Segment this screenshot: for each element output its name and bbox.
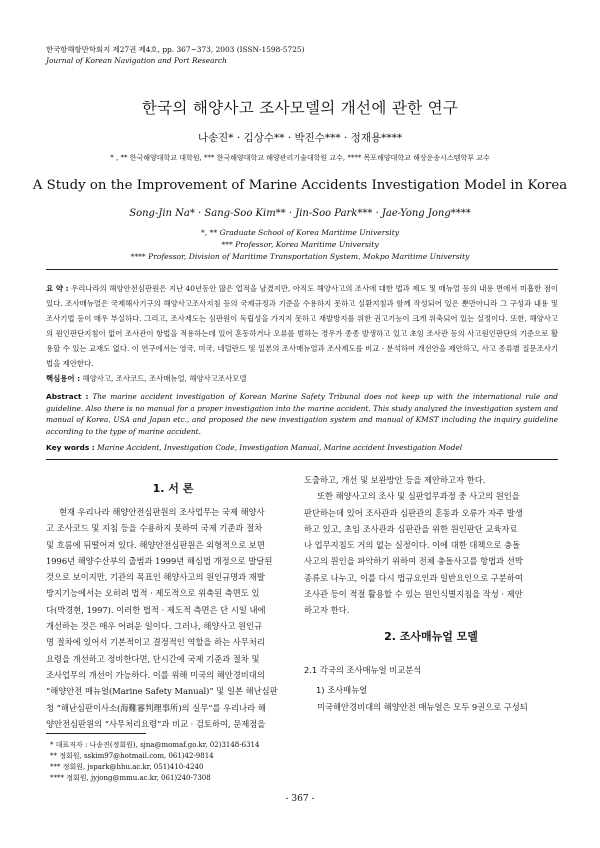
abstract-ko-text: 우리나라의 해양안전심판원은 지난 40년동안 많은 업적을 남겼지만, 아직도 해양사고의 조사에 대한 법과 제도 및 매뉴얼 등의 내용 면에서 미흡한 점이 있다. 조사매뉴얼은 국제해사기구의 해양사고조사지침 등의 국제규정과 기준을 수용하지 못하고 실환지침과 함께 작성되어 있은 뿐만아니라 그 구성과 내용 및 조사기법 등이 매우 부실하다. 그리고, 조사제도는 심판원이 독립성을 가지지 못하고 재발방지를 위한 권고기능이 크게 위축되어 있는 실정이다. 또한, 해양사고의 원인판단지침이 없어 조사관이 항법을 적용하는데 있어 혼동하거나 오류를 범하는 경우가 종종 발생하고 있고 초임 조사관 등의 사고원인판단의 기준으로 활용할 수 있는 교재도 없다. 이 연구에서는 영국, 미국, 네덜란드 및 일본의 조사매뉴얼과 조사제도를 비교 · 분석하여 개선안을 제안하고, 사고 종류별 질문조사기법을 제안한다. [46, 284, 558, 368]
footnote: **** 정회원, jyjong@mmu.ac.kr, 061)240-7308 [50, 774, 211, 782]
paragraph-line: 도출하고, 개선 및 보완방안 등을 제안하고자 한다. [304, 475, 486, 485]
keywords-en-text: Marine Accident, Investigation Code, Investigation Manual, Marine accident Investigation Model [97, 443, 463, 452]
paragraph-line: 요령을 개선하고 정비한다면, 단시간에 국제 기준과 절차 및 [46, 653, 260, 664]
keywords-en [46, 443, 558, 452]
paragraph-line: “해양안전 매뉴얼(Marine Safety Manual)” 및 일본 해난심판 [46, 686, 278, 697]
abstract-en-text: The marine accident investigation of Korean Marine Safety Tribunal does not keep up with the international rule and guideline. Also there is no manual for a proper investigation into the marine accident. This study analyzed the investigation system and manual of Korea, USA and Japan etc., and proposed the new investigation system and manual of KMST including the inquiry guideline according to the type of marine accident. [46, 392, 558, 436]
paragraph-line: 명 절차에 있어서 기본적이고 결정적인 역할을 하는 사무처리 [46, 637, 265, 648]
authors-en: Song-Jin Na* · Sang-Soo Kim** · Jin-Soo Park*** · Jae-Yong Jong**** [129, 208, 471, 219]
authors-ko: 나송진* · 김상수** · 박진수*** · 정재용**** [197, 132, 403, 144]
paragraph-line: 방지기능에서는 오히려 법적 · 제도적으로 위축된 측면도 있 [46, 588, 260, 599]
paragraph-line: 사고의 원인을 파악하기 위하여 전체 충돌사고를 항법과 선박 [304, 556, 523, 567]
keywords-ko [46, 373, 558, 384]
abstract-ko-label: 요 약 : [46, 284, 69, 293]
footnote: ** 정회원, sskim97@hotmail.com, 061)42-9814 [50, 752, 214, 760]
paragraph-line: 조사업무의 개선이 가능하다. 이를 위해 미국의 해안경비대의 [46, 669, 265, 680]
page-number: - 367 - [285, 794, 315, 804]
paragraph-line: 다(박경현, 1997). 이러한 법적 · 제도적 측면은 단 시일 내에 [46, 604, 266, 615]
section-2-title: 2. 조사매뉴얼 모델 [384, 630, 478, 643]
paragraph-line: 것으로 보이지만, 기관의 목표인 해양사고의 원인규명과 재발 [46, 572, 265, 583]
footnote: *** 정회원, jspark@hhu.ac.kr, 051)410-4240 [50, 763, 204, 771]
affiliation-line: **** Professor, Division of Maritime Transportation System, Mokpo Maritime University [130, 252, 470, 261]
journal-name-en: Journal of Korean Navigation and Port Research [46, 56, 227, 65]
footnote: * 대표저자 : 나송진(정회원), sjna@momaf.go.kr, 02)3148-6314 [50, 741, 260, 749]
journal-header [46, 44, 305, 66]
affiliation-line: *, ** Graduate School of Korea Maritime University [200, 228, 400, 237]
paragraph-line: 하고 있고, 초임 조사관과 심판관을 위한 원인판단 교육자료 [304, 523, 518, 534]
left-column-body [46, 504, 300, 732]
section-1-title: 1. 서 론 [152, 482, 194, 495]
subsection-2-1-1-title: 1) 조사매뉴얼 [316, 685, 368, 695]
paragraph-line: 현재 우리나라 해양안전심판원의 조사업무는 국제 해양사 [59, 507, 265, 517]
keywords-ko-text: 해양사고, 조사코드, 조사매뉴얼, 해양사고조사모델 [82, 374, 247, 383]
paragraph-line: 1996년 해양수산부의 출범과 1999년 해심법 개정으로 발달된 [46, 555, 273, 566]
paragraph-line: 나 업무지침도 거의 없는 실정이다. 이에 대한 대책으로 충돌 [304, 540, 521, 551]
affiliations-ko: * , ** 한국해양대학교 대학원, *** 한국해양대학교 해양관리기술대학원 교수, **** 목포해양대학교 해상운송시스템학부 교수 [110, 154, 490, 162]
keywords-en-label: Key words : [46, 443, 95, 452]
paper-title-en: A Study on the Improvement of Marine Accidents Investigation Model in Korea [32, 178, 568, 193]
divider-top [46, 269, 558, 270]
paragraph-line: 미국해안경비대의 해양안전 매뉴얼은 모두 9권으로 구성되 [317, 702, 528, 712]
abstract-ko [46, 281, 558, 371]
footnotes [46, 733, 300, 784]
abstract-en [46, 391, 558, 437]
paragraph-line: 하고자 한다. [304, 605, 350, 616]
paper-title-ko: 한국의 해양사고 조사모델의 개선에 관한 연구 [141, 99, 459, 117]
subsection-2-1-title: 2.1 각국의 조사매뉴얼 비교분석 [304, 665, 422, 675]
paragraph-line: 개선하는 것은 매우 어려운 일이다. 그러나, 해양사고 원인규 [46, 621, 263, 632]
paragraph-line: 종류로 나누고, 이를 다시 법규요인과 일반요인으로 구분하여 [304, 572, 523, 583]
right-column-last [304, 699, 558, 715]
right-column-body [304, 472, 558, 619]
paragraph-line: 청 “해난심판이사소(海難審判理事所)의 실무”를 우리나라 해 [46, 702, 266, 713]
paragraph-line: 또한 해양사고의 조사 및 심판업무과정 중 사고의 원인을 [317, 491, 520, 502]
paragraph-line: 고 조사코드 및 지침 등을 수용하지 못하여 국제 기준과 절차 [46, 523, 263, 534]
affiliation-line: *** Professor, Korea Maritime University [221, 240, 379, 249]
affiliations-en [0, 227, 600, 263]
paragraph-line: 판단하는데 있어 조사관과 심판관의 혼동과 오류가 자주 발생 [304, 507, 523, 518]
divider-bottom [46, 459, 558, 460]
abstract-en-label: Abstract : [46, 392, 89, 401]
journal-citation: 한국항해항만학회지 제27권 제4호, pp. 367~373, 2003 (ISSN-1598-5725) [46, 45, 305, 54]
paragraph-line: 양안전심판원의 “사무처리요령”과 비교 · 검토하여, 문제점을 [46, 718, 266, 729]
paragraph-line: 및 흐름에 뒤떨어져 있다. 해양안전심판원은 외형적으로 보면 [46, 539, 265, 550]
footnote-rule [46, 733, 146, 734]
paragraph-line: 조사관 등이 적절 활용할 수 있는 원인식별지침을 작성 · 제안 [304, 589, 523, 600]
keywords-ko-label: 핵심용어 : [46, 374, 81, 383]
